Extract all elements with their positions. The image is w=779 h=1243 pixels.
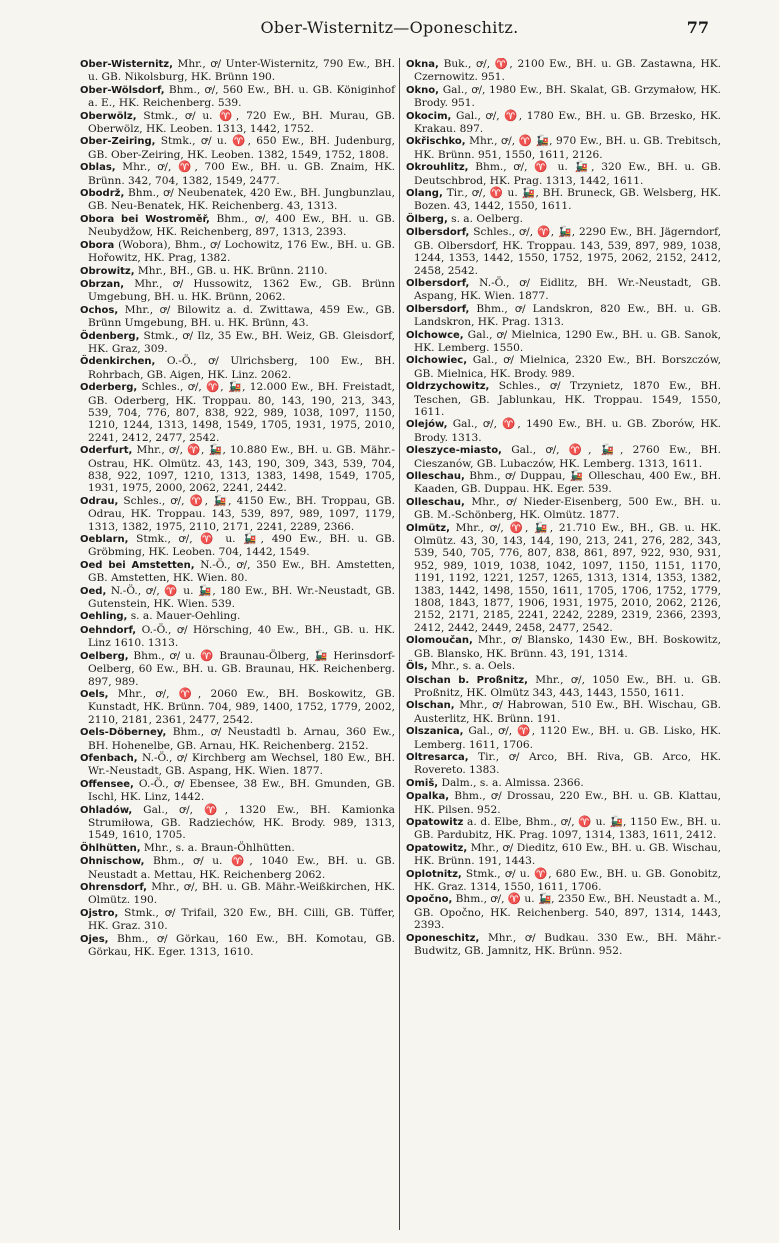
gazetteer-entry [80, 778, 395, 804]
entry-text: Gal., ꝍ/, ♈, 1780 Ew., BH. u. GB. Brzesko, HK. Krakau. 897. [414, 109, 721, 136]
gazetteer-entry [406, 470, 721, 496]
entry-text: Mhr., ꝍ/, BH. u. GB. Mähr.-Weißkirchen, HK. Olmütz. 190. [88, 881, 395, 907]
entry-headword: Okocim, [406, 110, 452, 122]
entry-text: Bhm., ꝍ/ Neubenatek, 420 Ew., BH. Jungbunzlau, GB. Neu-Benatek, HK. Reichenberg. 43, 1313. [88, 187, 395, 213]
gazetteer-entry [80, 444, 395, 495]
entry-headword: Opočno, [406, 894, 453, 906]
entry-text: (Wobora), Bhm., ꝍ/ Lochowitz, 176 Ew., BH. u. GB. Hořowitz, HK. Prag, 1382. [88, 238, 395, 265]
entry-headword: Oels-Döberney, [80, 727, 167, 739]
entry-headword: Oeblarn, [80, 534, 129, 546]
entry-headword: Oehndorf, [80, 624, 137, 636]
entry-text: O.-Ö., ꝍ/ Ulrichsberg, 100 Ew., BH. Rohrbach, GB. Aigen, HK. Linz. 2062. [88, 355, 395, 381]
gazetteer-entry [406, 751, 721, 777]
entry-headword: Ochos, [80, 304, 119, 316]
gazetteer-entry [406, 354, 721, 380]
gazetteer-entry [80, 907, 395, 933]
entry-headword: Olleschau, [406, 471, 465, 482]
entry-text: Gal., ꝍ/ Mielnica, 1290 Ew., BH. u. GB. Sanok, HK. Lemberg. 1550. [414, 328, 721, 354]
entry-headword: Oderberg, [80, 382, 138, 394]
entry-headword: Offensee, [80, 778, 134, 790]
entry-headword: Okřischko, [406, 136, 466, 148]
entry-headword: Ohrensdorf, [80, 882, 147, 893]
entry-headword: Ohladów, [80, 804, 133, 816]
gazetteer-entry [406, 634, 721, 660]
entry-text: Mhr., ꝍ/, ♈, 🚂, 21.710 Ew., BH., GB. u. HK. Olmütz. 43, 30, 143, 144, 190, 213, 241, 276, 282, 343, 539, 540, 705, 776, 807, 838, 861, 897, 922, 930, 931, 952, 989, 1019, 1038, 1042, 1097, 1150, 1151, 1170, 1191, 1192, 1221, 1257, 1265, 1313, 1314, 1353, 1382, 1383, 1442, 1498, 1550, 1611, 1705, 1706, 1752, 1779, 1808, 1843, 1877, 1906, 1931, 1975, 2010, 2062, 2126, 2152, 2171, 2185, 2241, 2242, 2289, 2319, 2366, 2393, 2412, 2442, 2449, 2458, 2477, 2542. [414, 521, 721, 634]
gazetteer-entry [80, 804, 395, 842]
entry-text: Bhm., ꝍ/, 560 Ew., BH. u. GB. Königinhof a. E., HK. Reichenberg. 539. [88, 83, 395, 110]
gazetteer-entry [80, 855, 395, 881]
gazetteer-entry [80, 58, 395, 84]
gazetteer-columns [80, 58, 721, 1230]
entry-text: Stmk., ꝍ/ u. ♈, 680 Ew., BH. u. GB. Gonobitz, HK. Graz. 1314, 1550, 1611, 1706. [414, 867, 721, 893]
gazetteer-entry [80, 752, 395, 778]
gazetteer-entry [406, 226, 721, 277]
entry-headword: Oehling, [80, 611, 128, 623]
entry-text: Mhr., BH., GB. u. HK. Brünn. 2110. [137, 264, 328, 277]
gazetteer-entry [406, 135, 721, 161]
entry-headword: Opatowitz, [406, 842, 468, 854]
gazetteer-entry [406, 380, 721, 418]
entry-headword: Ölberg, [406, 213, 448, 225]
gazetteer-entry [406, 674, 721, 700]
entry-text: Bhm., ꝍ/ Görkau, 160 Ew., BH. Komotau, GB. Görkau, HK. Eger. 1313, 1610. [88, 932, 396, 959]
entry-headword: Olbersdorf, [406, 227, 470, 239]
entry-text: Stmk., ꝍ/, ♈ u. 🚂, 490 Ew., BH. u. GB. Gröbming, HK. Leoben. 704, 1442, 1549. [88, 533, 395, 559]
gazetteer-entry [80, 933, 395, 959]
page-number: 77 [686, 18, 709, 37]
entry-text: Schles., ꝍ/, ♈, 🚂, 12.000 Ew., BH. Freistadt, GB. Oderberg, HK. Troppau. 80, 143, 190, 213, 343, 539, 704, 776, 807, 838, 922, 989, 1038, 1097, 1150, 1210, 1244, 1313, 1498, 1549, 1705, 1931, 1975, 2010, 2241, 2412, 2477, 2542. [88, 381, 395, 444]
gazetteer-entry [80, 650, 395, 688]
gazetteer-entry [406, 932, 721, 958]
entry-headword: Opalka, [406, 791, 450, 803]
gazetteer-entry [406, 522, 721, 635]
gazetteer-entry [406, 842, 721, 868]
entry-text: Bhm., ꝍ/ Duppau, 🚂 Olleschau, 400 Ew., BH. Kaaden, GB. Duppau. HK. Eger. 539. [414, 470, 721, 496]
entry-headword: Okrouhlitz, [406, 162, 469, 174]
entry-text: O.-Ö., ꝍ/ Hörsching, 40 Ew., BH., GB. u. HK. Linz 1610. 1313. [88, 623, 395, 650]
entry-text: Gal., ꝍ/, 1980 Ew., BH. Skalat, GB. Grzymałow, HK. Brody. 951. [414, 83, 721, 110]
entry-text: s. a. Oelberg. [451, 212, 523, 225]
entry-text: N.-Ö., ꝍ/, ♈ u. 🚂, 180 Ew., BH. Wr.-Neustadt, GB. Gutenstein, HK. Wien. 539. [88, 584, 396, 611]
page-header [0, 10, 779, 54]
entry-headword: Olchowce, [406, 329, 464, 341]
entry-headword: Olleschau, [406, 496, 465, 508]
entry-text: Mhr., s. a. Braun-Öhlhütten. [143, 841, 295, 854]
entry-headword: Ober-Zeiring, [80, 136, 156, 148]
entry-headword: Olang, [406, 188, 443, 200]
gazetteer-entry [406, 329, 721, 355]
gazetteer-entry [406, 868, 721, 894]
entry-headword: Omiš, [406, 777, 439, 789]
entry-headword: Oplotnitz, [406, 868, 462, 880]
entry-text: Schles., ꝍ/, ♈, 🚂, 4150 Ew., BH. Troppau, GB. Odrau, HK. Troppau. 143, 539, 897, 989, 1097, 1179, 1313, 1382, 1975, 2110, 2171, 2241, 2289, 2366. [88, 494, 396, 533]
entry-headword: Oelberg, [80, 650, 129, 662]
entry-text: Mhr., ꝍ/ Bilowitz a. d. Zwittawa, 459 Ew., GB. Brünn Umgebung, BH. u. HK. Brünn, 43. [88, 303, 396, 330]
entry-headword: Ojstro, [80, 907, 119, 919]
entry-text: Tir., ꝍ/, ♈ u. 🚂, BH. Bruneck, GB. Welsberg, HK. Bozen. 43, 1442, 1550, 1611. [414, 187, 721, 213]
entry-text: Mhr., ꝍ/ Dieditz, 610 Ew., BH. u. GB. Wischau, HK. Brünn. 191, 1443. [414, 841, 721, 868]
entry-text: O.-Ö., ꝍ/ Ebensee, 38 Ew., BH. Gmunden, GB. Ischl, HK. Linz, 1442. [88, 777, 396, 804]
entry-text: N.-Ö., ꝍ/ Kirchberg am Wechsel, 180 Ew., BH. Wr.-Neustadt, GB. Aspang, HK. Wien. 1877. [88, 751, 395, 778]
entry-headword: Olbersdorf, [406, 277, 470, 289]
entry-text: Bhm., ꝍ/ Neustadtl b. Arnau, 360 Ew., BH. Hohenelbe, GB. Arnau, HK. Reichenberg. 2152. [88, 726, 395, 752]
gazetteer-entry [406, 161, 721, 187]
entry-headword: Ödenberg, [80, 330, 140, 342]
entry-headword: Ohnischow, [80, 856, 145, 868]
gazetteer-entry [80, 585, 395, 611]
entry-text: Gal., ꝍ/, ♈, 🚂, 2760 Ew., BH. Cieszanów, GB. Lubaczów, HK. Lemberg. 1313, 1611. [414, 444, 721, 470]
entry-text: Stmk., ꝍ/ Trifail, 320 Ew., BH. Cilli, GB. Tüffer, HK. Graz. 310. [88, 906, 395, 933]
entry-headword: Olejów, [406, 419, 448, 431]
entry-headword: Oed, [80, 585, 107, 597]
gazetteer-entry [406, 496, 721, 522]
entry-text: Bhm., ꝍ/, ♈ u. 🚂, 2350 Ew., BH. Neustadt a. M., GB. Opočno, HK. Reichenberg. 540, 897, 1314, 1443, 2393. [414, 893, 721, 932]
gazetteer-entry [80, 726, 395, 752]
entry-text: Bhm., ꝍ/, ♈ u. 🚂, 320 Ew., BH. u. GB. Deutschbrod, HK. Prag. 1313, 1442, 1611. [414, 161, 721, 187]
entry-text: Mhr., ꝍ/ Unter-Wisternitz, 790 Ew., BH. u. GB. Nikolsburg, HK. Brünn 190. [88, 58, 395, 84]
gazetteer-entry [406, 213, 721, 226]
gazetteer-entry [80, 330, 395, 356]
gazetteer-entry [406, 699, 721, 725]
entry-headword: Olschan, [406, 700, 455, 712]
gazetteer-entry [406, 58, 721, 84]
entry-text: Gal., ꝍ/, ♈, 1320 Ew., BH. Kamionka Strumiłowa, GB. Radziechów, HK. Brody. 989, 1313, 1549, 1610, 1705. [88, 803, 395, 842]
gazetteer-entry [406, 660, 721, 673]
entry-text: Mhr., ꝍ/, ♈, 700 Ew., BH. u. GB. Znaim, HK. Brünn. 342, 704, 1382, 1549, 2477. [88, 161, 395, 187]
entry-headword: Olchowiec, [406, 355, 468, 367]
gazetteer-entry [406, 418, 721, 444]
entry-text: Schles., ꝍ/ Trzynietz, 1870 Ew., BH. Teschen, GB. Jablunkau, HK. Troppau. 1549, 1550, 1611. [414, 380, 721, 418]
entry-text: Bhm., ꝍ/ Landskron, 820 Ew., BH. u. GB. Landskron, HK. Prag. 1313. [414, 302, 721, 329]
entry-headword: Oldrzychowitz, [406, 381, 490, 393]
gazetteer-entry [80, 84, 395, 110]
entry-headword: Ofenbach, [80, 752, 138, 764]
entry-text: Tir., ꝍ/ Arco, BH. Riva, GB. Arco, HK. Rovereto. 1383. [414, 750, 721, 777]
entry-headword: Oltresarca, [406, 751, 469, 763]
entry-headword: Okno, [406, 84, 439, 96]
gazetteer-entry [80, 265, 395, 278]
running-head: Ober-Wisternitz—Oponeschitz. [260, 18, 519, 37]
entry-text: N.-Ö., ꝍ/, 350 Ew., BH. Amstetten, GB. Amstetten, HK. Wien. 80. [88, 558, 395, 585]
entry-headword: Oed bei Amstetten, [80, 559, 195, 571]
entry-text: Bhm., ꝍ/ u. ♈, 1040 Ew., BH. u. GB. Neustadt a. Mettau, HK. Reichenberg 2062. [88, 855, 395, 881]
entry-text: Schles., ꝍ/, ♈, 🚂, 2290 Ew., BH. Jägerndorf, GB. Olbersdorf, HK. Troppau. 143, 539, 897, 989, 1038, 1244, 1353, 1442, 1550, 1752, 1975, 2062, 2152, 2412, 2458, 2542. [414, 226, 721, 277]
gazetteer-entry [406, 444, 721, 470]
gazetteer-entry [406, 816, 721, 842]
entry-text: Dalm., s. a. Almissa. 2366. [441, 776, 584, 789]
gazetteer-entry [80, 110, 395, 136]
entry-headword: Obrowitz, [80, 265, 135, 277]
entry-headword: Oblas, [80, 162, 116, 174]
gazetteer-entry [80, 881, 395, 907]
entry-text: Gal., ꝍ/, ♈, 1120 Ew., BH. u. GB. Lisko, HK. Lemberg. 1611, 1706. [414, 725, 721, 751]
gazetteer-entry [80, 624, 395, 650]
entry-text: Gal., ꝍ/, ♈, 1490 Ew., BH. u. GB. Zborów, HK. Brody. 1313. [414, 418, 721, 444]
entry-headword: Oderfurt, [80, 445, 133, 457]
gazetteer-entry [80, 187, 395, 213]
entry-headword: Obodrž, [80, 188, 125, 200]
entry-headword: Ober-Wisternitz, [80, 59, 173, 70]
entry-text: Mhr., ꝍ/ Blansko, 1430 Ew., BH. Boskowitz, GB. Blansko, HK. Brünn. 43, 191, 1314. [414, 634, 721, 660]
entry-headword: Oels, [80, 688, 109, 700]
entry-text: Bhm., ꝍ/ Drossau, 220 Ew., BH. u. GB. Klattau, HK. Pilsen. 952. [414, 790, 721, 816]
gazetteer-entry [80, 304, 395, 330]
gazetteer-entry [406, 303, 721, 329]
entry-text: a. d. Elbe, Bhm., ꝍ/, ♈ u. 🚂, 1150 Ew., BH. u. GB. Pardubitz, HK. Prag. 1097, 1314, 1383, 1611, 2412. [414, 815, 721, 842]
entry-text: N.-Ö., ꝍ/ Eidlitz, BH. Wr.-Neustadt, GB. Aspang, HK. Wien. 1877. [414, 276, 721, 303]
entry-text: Stmk., ꝍ/ u. ♈, 720 Ew., BH. Murau, GB. Oberwölz, HK. Leoben. 1313, 1442, 1752. [88, 109, 395, 136]
entry-headword: Oponeschitz, [406, 932, 480, 944]
gazetteer-entry [406, 790, 721, 816]
entry-headword: Olomoučan, [406, 635, 473, 647]
entry-text: Mhr., s. a. Oels. [431, 660, 516, 673]
gazetteer-entry [406, 187, 721, 213]
entry-headword: Olbersdorf, [406, 303, 470, 315]
gazetteer-entry [80, 355, 395, 381]
entry-headword: Ojes, [80, 933, 109, 945]
entry-headword: Öhlhütten, [80, 842, 141, 854]
entry-text: Bhm., ꝍ/, 400 Ew., BH. u. GB. Neubydžow, HK. Reichenberg, 897, 1313, 2393. [88, 212, 395, 239]
entry-text: Mhr., ꝍ/ Nieder-Eisenberg, 500 Ew., BH. u. GB. M.-Schönberg, HK. Olmütz. 1877. [414, 495, 721, 522]
entry-text: Gal., ꝍ/ Mielnica, 2320 Ew., BH. Borszczów, GB. Mielnica, HK. Brody. 989. [414, 354, 721, 380]
entry-text: Mhr., ꝍ/ Budkau. 330 Ew., BH. Mähr.-Budwitz, GB. Jamnitz, HK. Brünn. 952. [414, 931, 721, 958]
entry-headword: Olmütz, [406, 522, 450, 534]
gazetteer-entry [80, 610, 395, 623]
entry-headword: Olschan b. Proßnitz, [406, 674, 528, 686]
entry-text: Mhr., ꝍ/ Hussowitz, 1362 Ew., GB. Brünn Umgebung, BH. u. HK. Brünn, 2062. [88, 277, 395, 304]
gazetteer-entry [80, 533, 395, 559]
entry-text: Stmk., ꝍ/ u. ♈, 650 Ew., BH. Judenburg, GB. Ober-Zeiring, HK. Leoben. 1382, 1549, 1752, 1808. [88, 135, 395, 161]
right-column [400, 58, 721, 1230]
gazetteer-entry [80, 559, 395, 585]
gazetteer-entry [80, 278, 395, 304]
entry-headword: Oberwölz, [80, 110, 137, 122]
gazetteer-entry [80, 688, 395, 726]
entry-text: Mhr., ꝍ/, ♈, 🚂, 10.880 Ew., BH. u. GB. Mähr.-Ostrau, HK. Olmütz. 43, 143, 190, 309, 343, 539, 704, 838, 922, 1097, 1210, 1313, 1383, 1498, 1549, 1705, 1931, 1975, 2000, 2062, 2241, 2442. [88, 444, 395, 495]
gazetteer-entry [80, 842, 395, 855]
entry-text: Stmk., ꝍ/ Ilz, 35 Ew., BH. Weiz, GB. Gleisdorf, HK. Graz, 309. [88, 329, 396, 355]
gazetteer-entry [80, 381, 395, 444]
gazetteer-entry [80, 239, 395, 265]
entry-headword: Odrau, [80, 495, 119, 507]
gazetteer-entry [80, 495, 395, 533]
entry-headword: Obora [80, 239, 115, 251]
entry-text: Mhr., ꝍ/ Habrowan, 510 Ew., BH. Wischau, GB. Austerlitz, HK. Brünn. 191. [414, 699, 721, 725]
gazetteer-entry [406, 84, 721, 110]
gazetteer-entry [406, 777, 721, 790]
entry-headword: Okna, [406, 59, 439, 70]
gazetteer-entry [80, 213, 395, 239]
entry-headword: Obora bei Wostroměř, [80, 213, 210, 225]
entry-headword: Öls, [406, 661, 428, 673]
entry-text: Mhr., ꝍ/, ♈, 2060 Ew., BH. Boskowitz, GB. Kunstadt, HK. Brünn. 704, 989, 1400, 1752, 1779, 2002, 2110, 2181, 2361, 2477, 2542. [88, 687, 395, 726]
entry-text: Mhr., ꝍ/, ♈ 🚂, 970 Ew., BH. u. GB. Trebitsch, HK. Brünn. 951, 1550, 1611, 2126. [414, 135, 721, 161]
gazetteer-entry [406, 110, 721, 136]
gazetteer-entry [406, 893, 721, 931]
entry-headword: Olszanica, [406, 726, 464, 738]
gazetteer-entry [406, 725, 721, 751]
entry-text: s. a. Mauer-Oehling. [130, 610, 241, 623]
entry-text: Mhr., ꝍ/, 1050 Ew., BH. u. GB. Proßnitz, HK. Olmütz 343, 443, 1443, 1550, 1611. [414, 673, 721, 699]
entry-headword: Ödenkirchen, [80, 356, 156, 368]
entry-headword: Oleszyce-miasto, [406, 445, 502, 457]
gazetteer-entry [80, 161, 395, 187]
entry-headword: Ober-Wölsdorf, [80, 84, 165, 96]
entry-headword: Opatowitz [406, 816, 464, 828]
left-column [80, 58, 400, 1230]
entry-text: Bhm., ꝍ/ u. ♈ Braunau-Ölberg, 🚂 Herinsdorf-Oelberg, 60 Ew., BH. u. GB. Braunau, HK. Reichenberg. 897, 989. [88, 649, 395, 688]
gazetteer-entry [80, 135, 395, 161]
entry-headword: Obrzan, [80, 278, 125, 290]
entry-text: Buk., ꝍ/, ♈, 2100 Ew., BH. u. GB. Zastawna, HK. Czernowitz. 951. [414, 58, 721, 84]
gazetteer-entry [406, 277, 721, 303]
